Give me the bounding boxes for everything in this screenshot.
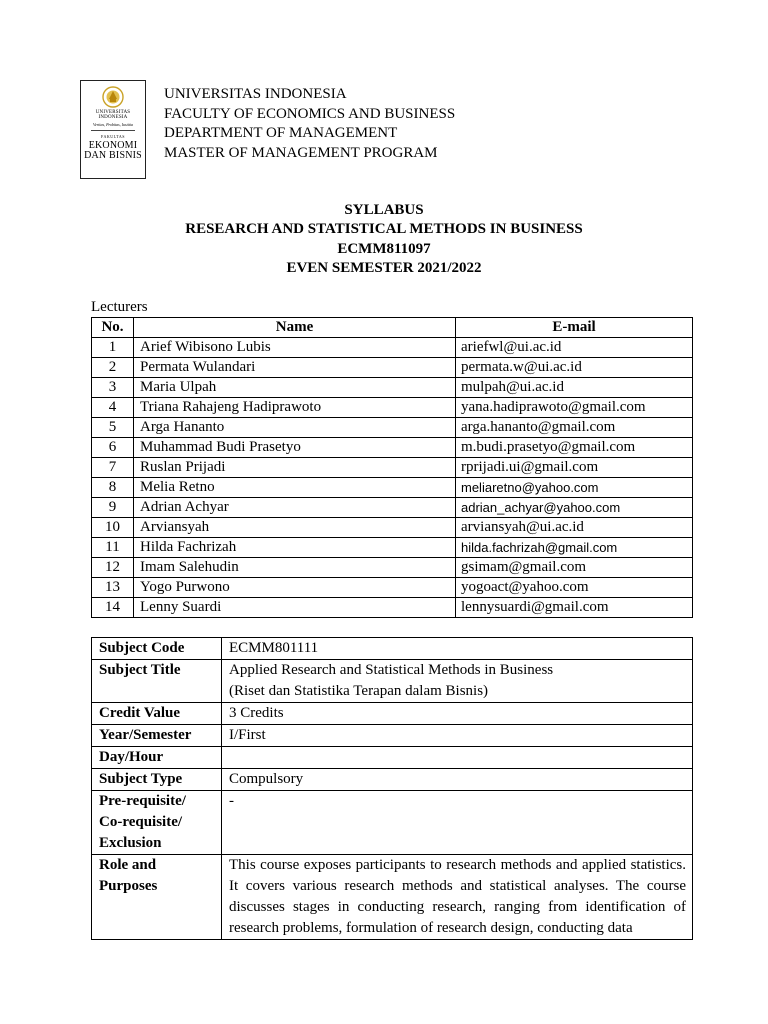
subject-title-value (222, 660, 693, 703)
header-email: E-mail (456, 318, 693, 338)
row-email: adrian_achyar@yahoo.com (456, 498, 693, 518)
logo-university-name: UNIVERSITAS INDONESIA (95, 110, 131, 120)
row-name: Permata Wulandari (134, 358, 456, 378)
prerequisite-value: - (222, 791, 693, 855)
row-name: Ruslan Prijadi (134, 458, 456, 478)
subject-type-label: Subject Type (92, 769, 222, 791)
subject-code-row (92, 638, 693, 660)
role-purposes-row (92, 855, 693, 940)
row-name: Triana Rahajeng Hadiprawoto (134, 398, 456, 418)
table-row (92, 538, 693, 558)
row-email: yogoact@yahoo.com (456, 578, 693, 598)
year-semester-label: Year/Semester (92, 725, 222, 747)
row-email: meliaretno@yahoo.com (456, 478, 693, 498)
program-name: MASTER OF MANAGEMENT PROGRAM (164, 144, 438, 161)
title-course-name: RESEARCH AND STATISTICAL METHODS IN BUSINESS (185, 221, 583, 238)
row-name: Imam Salehudin (134, 558, 456, 578)
subject-type-row (92, 769, 693, 791)
subject-type-value: Compulsory (222, 769, 693, 791)
university-name: UNIVERSITAS INDONESIA (164, 86, 347, 102)
row-no: 12 (92, 558, 134, 578)
row-no: 7 (92, 458, 134, 478)
table-row (92, 518, 693, 538)
row-email: yana.hadiprawoto@gmail.com (456, 398, 693, 418)
logo-faculty-label: FAKULTAS (101, 134, 125, 139)
row-name: Adrian Achyar (134, 498, 456, 518)
table-row (92, 558, 693, 578)
document-header (164, 85, 455, 163)
role-purposes-label: Role and Purposes (92, 855, 222, 940)
subject-title-indonesian: (Riset dan Statistika Terapan dalam Bisnis) (229, 683, 489, 699)
subject-code-value: ECMM801111 (222, 638, 693, 660)
prerequisite-row (92, 791, 693, 855)
logo-faculty-name: EKONOMI DAN BISNIS (84, 140, 142, 161)
logo-divider (91, 130, 135, 131)
table-row (92, 478, 693, 498)
row-no: 5 (92, 418, 134, 438)
day-hour-value (222, 747, 693, 769)
table-row (92, 378, 693, 398)
subject-info-table (91, 637, 693, 940)
table-row (92, 338, 693, 358)
subject-title-label: Subject Title (92, 660, 222, 703)
syllabus-title (0, 201, 768, 278)
row-email: permata.w@ui.ac.id (456, 358, 693, 378)
subject-title-row (92, 660, 693, 703)
day-hour-row (92, 747, 693, 769)
table-row (92, 398, 693, 418)
row-name: Arga Hananto (134, 418, 456, 438)
faculty-logo (80, 80, 146, 179)
row-name: Arief Wibisono Lubis (134, 338, 456, 358)
table-row (92, 458, 693, 478)
row-email: arga.hananto@gmail.com (456, 418, 693, 438)
credit-value-row (92, 703, 693, 725)
table-row (92, 358, 693, 378)
table-row (92, 438, 693, 458)
row-email: rprijadi.ui@gmail.com (456, 458, 693, 478)
subject-title-english: Applied Research and Statistical Methods in Business (229, 662, 554, 678)
year-semester-value: I/First (222, 725, 693, 747)
lecturers-table (91, 317, 693, 618)
row-email: ariefwl@ui.ac.id (456, 338, 693, 358)
row-email: m.budi.prasetyo@gmail.com (456, 438, 693, 458)
row-name: Lenny Suardi (134, 598, 456, 618)
row-no: 1 (92, 338, 134, 358)
row-email: mulpah@ui.ac.id (456, 378, 693, 398)
title-syllabus: SYLLABUS (344, 202, 424, 218)
table-row (92, 578, 693, 598)
row-no: 6 (92, 438, 134, 458)
row-name: Hilda Fachrizah (134, 538, 456, 558)
row-name: Muhammad Budi Prasetyo (134, 438, 456, 458)
title-semester: EVEN SEMESTER 2021/2022 (286, 259, 482, 276)
row-no: 14 (92, 598, 134, 618)
row-no: 11 (92, 538, 134, 558)
role-purposes-value: This course exposes participants to research methods and applied statistics. It covers various research methods and statistical analyses. The course discusses stages in conducting research, ranging from identification of research problems, formulation of research design, conducting data (222, 855, 693, 940)
row-no: 2 (92, 358, 134, 378)
header-name: Name (134, 318, 456, 338)
row-no: 13 (92, 578, 134, 598)
row-email: lennysuardi@gmail.com (456, 598, 693, 618)
day-hour-label: Day/Hour (92, 747, 222, 769)
university-emblem-icon (102, 85, 124, 109)
faculty-name: FACULTY OF ECONOMICS AND BUSINESS (164, 105, 456, 122)
subject-code-label: Subject Code (92, 638, 222, 660)
row-no: 9 (92, 498, 134, 518)
row-no: 10 (92, 518, 134, 538)
prerequisite-label: Pre-requisite/ Co-requisite/ Exclusion (92, 791, 222, 855)
row-no: 3 (92, 378, 134, 398)
row-name: Yogo Purwono (134, 578, 456, 598)
credit-value: 3 Credits (222, 703, 693, 725)
row-email: arviansyah@ui.ac.id (456, 518, 693, 538)
table-row (92, 418, 693, 438)
table-row (92, 598, 693, 618)
row-email: hilda.fachrizah@gmail.com (456, 538, 693, 558)
row-no: 4 (92, 398, 134, 418)
credit-value-label: Credit Value (92, 703, 222, 725)
row-name: Melia Retno (134, 478, 456, 498)
row-no: 8 (92, 478, 134, 498)
header-no: No. (92, 318, 134, 338)
lecturers-header-row (92, 318, 693, 338)
lecturers-label: Lecturers (91, 299, 148, 315)
row-email: gsimam@gmail.com (456, 558, 693, 578)
year-semester-row (92, 725, 693, 747)
department-name: DEPARTMENT OF MANAGEMENT (164, 125, 398, 142)
row-name: Maria Ulpah (134, 378, 456, 398)
row-name: Arviansyah (134, 518, 456, 538)
title-course-code: ECMM811097 (337, 240, 431, 257)
logo-motto: Veritas, Probitas, Iustitia (92, 122, 134, 127)
table-row (92, 498, 693, 518)
